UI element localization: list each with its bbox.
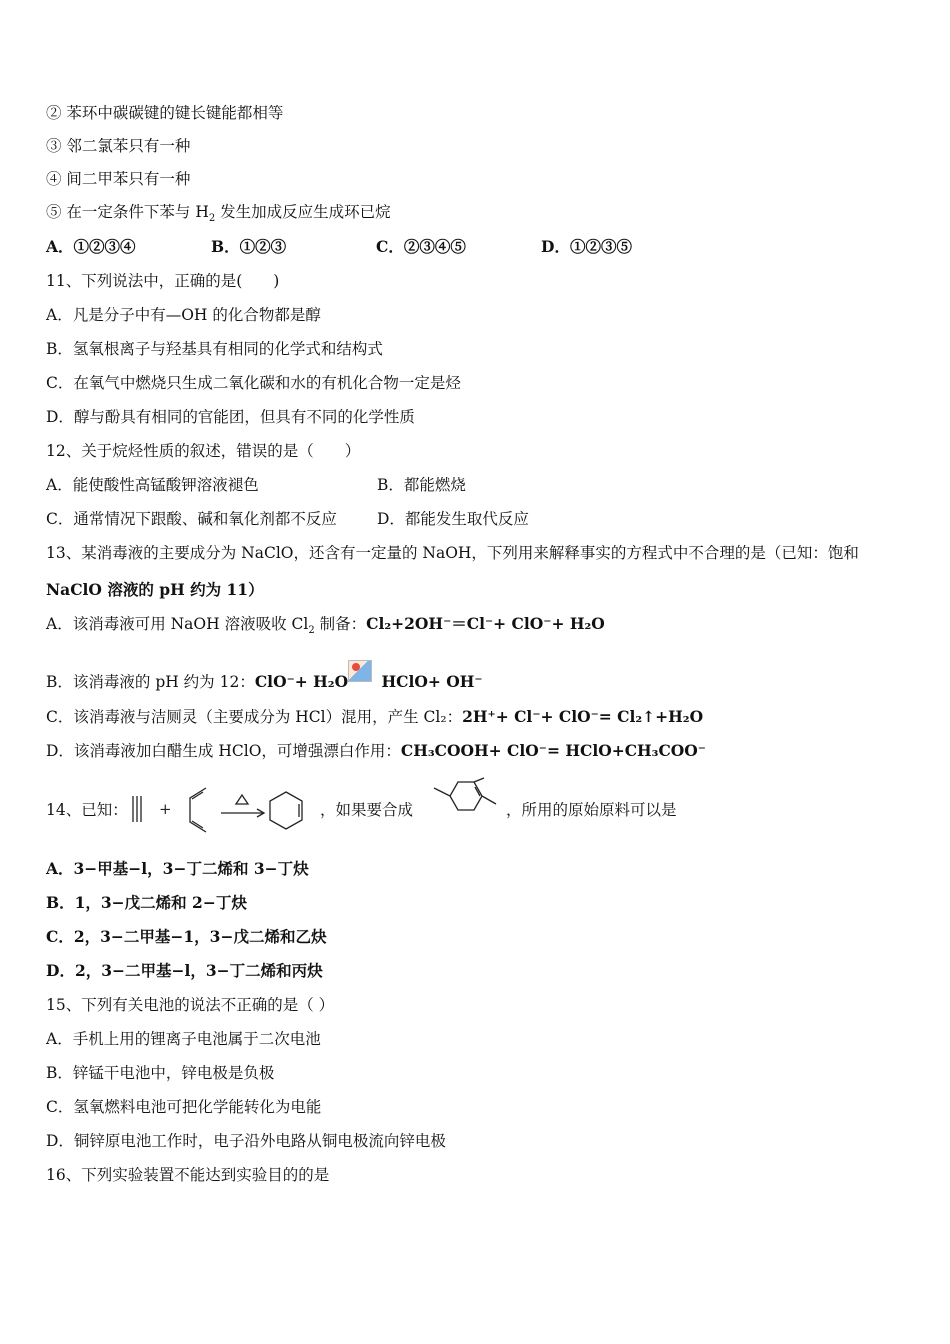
q15-stem: 15、下列有关电池的说法不正确的是（ ） [46,996,335,1014]
q12-option-c: C．通常情况下跟酸、碱和氧化剂都不反应 [46,510,337,528]
q13-stem-line2: NaClO 溶液的 pH 约为 11） [46,580,264,599]
q15-option-a: A．手机上用的锂离子电池属于二次电池 [46,1030,321,1048]
q10-item-5 [46,202,391,225]
q13-option-d [46,741,706,761]
q12-option-a: A．能使酸性高锰酸钾溶液褪色 [46,476,259,494]
q13-option-b-eq-right: HClO+ OH⁻ [376,672,483,691]
q14-stem-b: ，如果要合成 [320,801,414,819]
q10-option-d: D．①②③⑤ [541,237,632,256]
q10-item-5-text-a: ⑤ 在一定条件下苯与 H [46,203,209,221]
butadiene-structure-icon [190,788,206,832]
q13-option-a-text2: 制备： [314,615,367,633]
q10-item-5-sub: 2 [208,213,216,225]
q11-option-d: D．醇与酚具有相同的官能团，但具有不同的化学性质 [46,408,415,426]
equilibrium-arrow-image-icon [348,660,372,682]
cyclohexene-structure-icon [270,792,302,829]
q13-option-c [46,707,703,727]
q13-option-b [46,660,483,692]
target-molecule-structure-icon [428,776,508,832]
q14-reaction-scheme [128,782,318,838]
q10-option-a: A．①②③④ [46,237,136,256]
alkyne-structure-icon [133,796,141,822]
q14-option-b: B．1，3−戊二烯和 2−丁炔 [46,893,247,912]
q14-option-a: A．3−甲基−l，3−丁二烯和 3−丁炔 [46,859,309,878]
q10-item-3: ③ 邻二氯苯只有一种 [46,137,191,155]
q13-option-b-text: B．该消毒液的 pH 约为 12： [46,673,255,691]
q13-option-a-text: A．该消毒液可用 NaOH 溶液吸收 Cl [46,615,309,633]
q14-option-d: D．2，3−二甲基−l，3−丁二烯和丙炔 [46,961,323,980]
q13-option-d-equation: CH₃COOH+ ClO⁻= HClO+CH₃COO⁻ [400,741,706,760]
q12-options-row1 [46,475,466,495]
q10-option-c: C．②③④⑤ [376,237,466,256]
q15-option-b: B．锌锰干电池中，锌电极是负极 [46,1064,275,1082]
q10-item-4: ④ 间二甲苯只有一种 [46,170,191,188]
q10-item-5-text-b: 发生加成反应生成环已烷 [215,203,391,221]
q16-stem: 16、下列实验装置不能达到实验目的的是 [46,1166,330,1184]
q15-option-c: C．氢氧燃料电池可把化学能转化为电能 [46,1098,322,1116]
q13-option-b-eq-left: ClO⁻+ H₂O [254,672,349,691]
q15-option-d: D．铜锌原电池工作时，电子沿外电路从铜电极流向锌电极 [46,1132,446,1150]
q11-option-b: B．氢氧根离子与羟基具有相同的化学式和结构式 [46,340,383,358]
q12-option-d: D．都能发生取代反应 [377,510,529,528]
q13-option-c-text: C．该消毒液与洁厕灵（主要成分为 HCl）混用，产生 Cl₂： [46,708,463,726]
q13-stem-line1: 13、某消毒液的主要成分为 NaClO，还含有一定量的 NaOH，下列用来解释事实的方程式中不合理的是（已知：饱和 [46,544,859,562]
q11-stem: 11、下列说法中，正确的是( ) [46,272,280,290]
q14-stem-c: ，所用的原始原料可以是 [506,801,677,819]
q13-option-a: A．该消毒液可用 NaOH 溶液吸收 $Cl_2$ 制备：Cl₂+2OH⁻＝Cl⁻+ ClO⁻+ H₂O [46,614,605,637]
q13-option-d-text: D．该消毒液加白醋生成 HClO，可增强漂白作用： [46,742,401,760]
q10-options [46,237,632,257]
q12-options-row2 [46,509,529,529]
q11-option-a: A．凡是分子中有—OH 的化合物都是醇 [46,306,321,324]
q10-option-b: B．①②③ [211,237,287,256]
q14-option-c: C．2，3−二甲基−1，3−戊二烯和乙炔 [46,927,327,946]
q14-stem-a: 14、已知： [46,801,128,819]
q12-option-b: B．都能燃烧 [377,476,466,494]
q14-plus: + [159,800,172,818]
q10-item-2: ② 苯环中碳碳键的键长键能都相等 [46,104,284,122]
q13-option-c-equation: 2H⁺+ Cl⁻+ ClO⁻= Cl₂↑+H₂O [462,707,704,726]
q12-stem: 12、关于烷烃性质的叙述，错误的是（ ） [46,442,361,460]
reaction-arrow-icon [221,795,264,817]
q11-option-c: C．在氧气中燃烧只生成二氧化碳和水的有机化合物一定是烃 [46,374,461,392]
q13-option-a-equation: Cl₂+2OH⁻＝Cl⁻+ ClO⁻+ H₂O [366,614,605,633]
